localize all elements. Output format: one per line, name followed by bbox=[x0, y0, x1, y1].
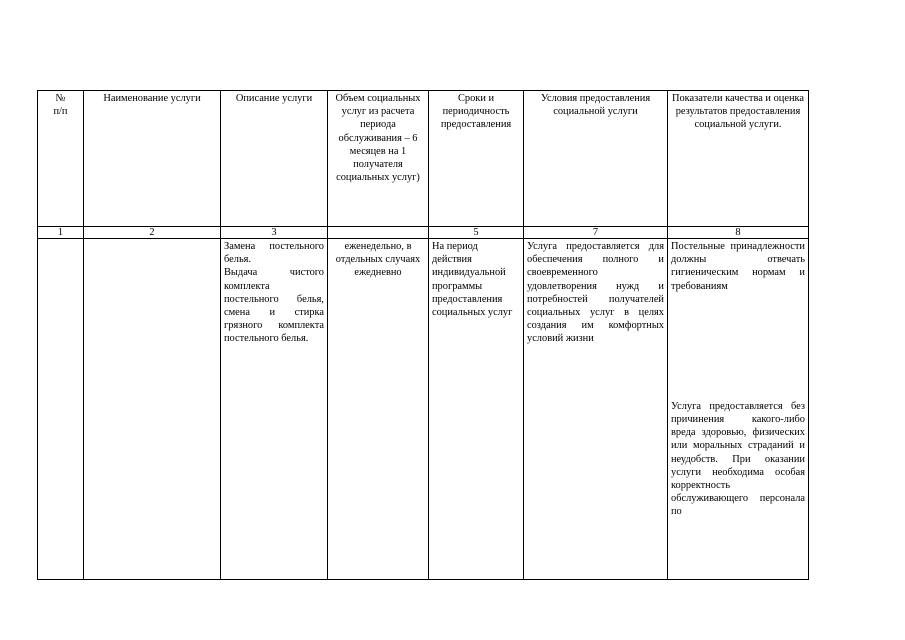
column-number bbox=[328, 227, 429, 239]
column-number: 5 bbox=[429, 227, 524, 239]
row-service-description: Замена постельного белья. Выдача чистого комплекта постельного белья, смена и стирка грязного комплекта постельного белья. bbox=[221, 239, 328, 580]
row-quality-indicators bbox=[668, 239, 809, 580]
column-number: 7 bbox=[524, 227, 668, 239]
header-service-name: Наименование услуги bbox=[84, 91, 221, 227]
column-number-row bbox=[38, 227, 809, 239]
table-row bbox=[38, 239, 809, 580]
row-number bbox=[38, 239, 84, 580]
header-row bbox=[38, 91, 809, 227]
header-conditions: Условия предоставления социальной услуги bbox=[524, 91, 668, 227]
row-service-volume: еженедельно, в отдельных случаях ежедневно bbox=[328, 239, 429, 580]
spacer bbox=[671, 293, 805, 400]
column-number: 3 bbox=[221, 227, 328, 239]
header-service-description: Описание услуги bbox=[221, 91, 328, 227]
row-terms-periodicity: На период действия индивидуальной программы предоставления социальных услуг bbox=[429, 239, 524, 580]
header-service-volume: Объем социальных услуг из расчета периода обслуживания – 6 месяцев на 1 получателя социальных услуг) bbox=[328, 91, 429, 227]
header-number: № п/п bbox=[38, 91, 84, 227]
header-quality-indicators: Показатели качества и оценка результатов предоставления социальной услуги. bbox=[668, 91, 809, 227]
column-number: 8 bbox=[668, 227, 809, 239]
quality-requirements-text: Постельные принадлежности должны отвечать гигиеническим нормам и требованиям bbox=[671, 241, 805, 292]
row-service-name bbox=[84, 239, 221, 580]
column-number: 1 bbox=[38, 227, 84, 239]
social-services-table bbox=[37, 90, 809, 580]
header-terms-periodicity: Сроки и периодичность предоставления bbox=[429, 91, 524, 227]
row-conditions: Услуга предоставляется для обеспечения полного и своевременного удовлетворения нужд и потребностей получателей социальных услуг в целях создания им комфортных условий жизни bbox=[524, 239, 668, 580]
quality-harm-free-text: Услуга предоставляется без причинения какого-либо вреда здоровью, физических или моральных страданий и неудобств. При оказании услуги необходима особая корректность обслуживающего персонала по bbox=[671, 400, 805, 518]
column-number: 2 bbox=[84, 227, 221, 239]
